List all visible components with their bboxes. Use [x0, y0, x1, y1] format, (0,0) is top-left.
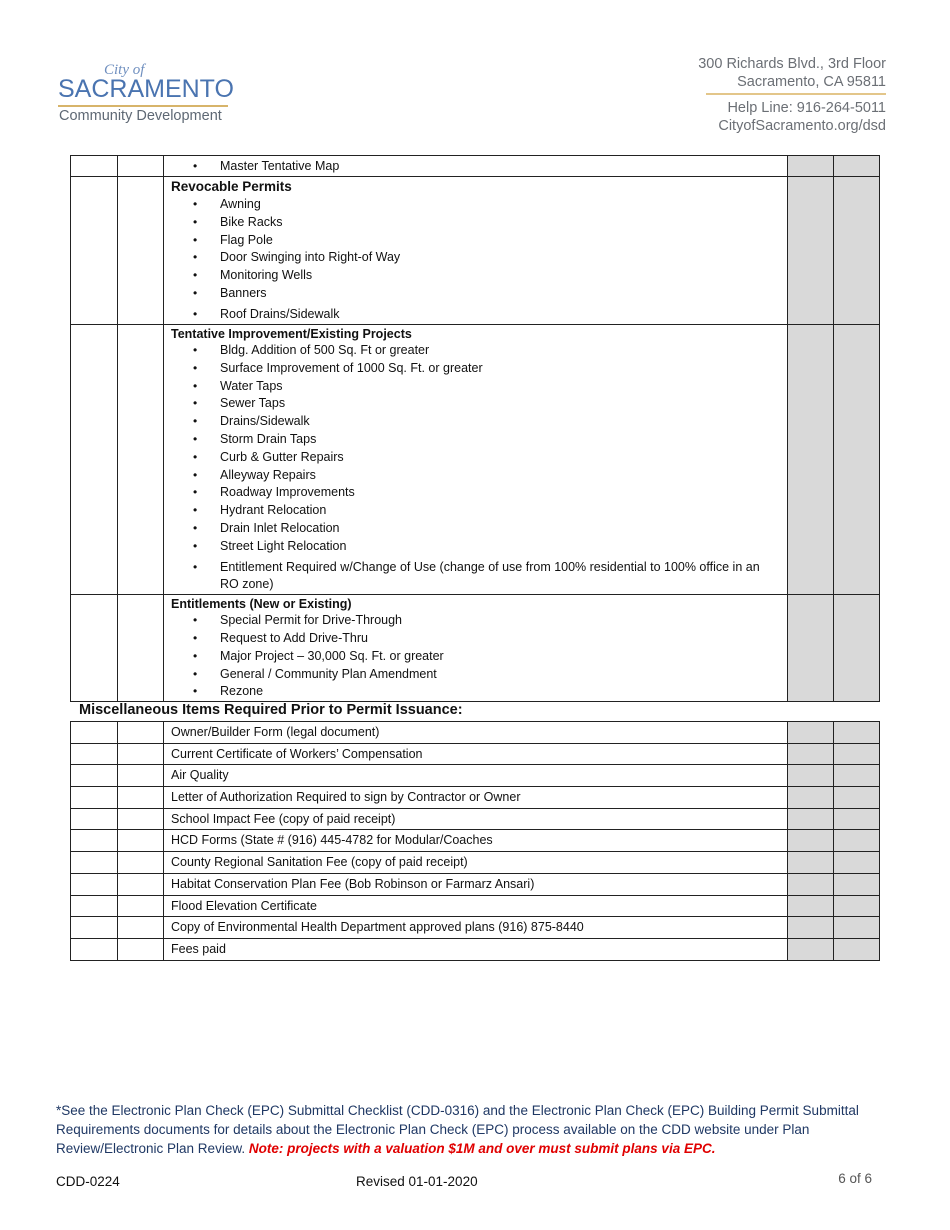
section-title: Tentative Improvement/Existing Projects	[171, 327, 412, 341]
check-cell[interactable]	[118, 765, 164, 787]
office-use-cell	[834, 177, 880, 325]
table-row	[71, 177, 880, 325]
office-use-cell	[788, 765, 834, 787]
form-code: CDD-0224	[56, 1174, 120, 1189]
misc-item: Current Certificate of Workers’ Compensation	[164, 743, 788, 765]
check-cell[interactable]	[118, 722, 164, 744]
table-row	[71, 722, 880, 744]
check-cell[interactable]	[118, 917, 164, 939]
check-cell[interactable]	[118, 743, 164, 765]
list-item: • Sewer Taps	[171, 395, 780, 413]
list-item: • Alleyway Repairs	[171, 467, 780, 485]
office-use-cell	[788, 743, 834, 765]
list-item: • Master Tentative Map	[171, 158, 780, 176]
item-cell	[164, 595, 788, 702]
address-divider	[706, 93, 886, 95]
list-item: • Door Swinging into Right-of Way	[171, 249, 780, 267]
office-use-cell	[788, 177, 834, 325]
misc-item: Copy of Environmental Health Department approved plans (916) 875-8440	[164, 917, 788, 939]
office-use-cell	[834, 722, 880, 744]
check-cell[interactable]	[118, 156, 164, 177]
logo-city-text: City of	[104, 62, 145, 78]
list-item: • Special Permit for Drive-Through	[171, 612, 780, 630]
logo-name-text: SACRAMENTO	[58, 75, 234, 103]
table-row	[71, 938, 880, 960]
revision-date: Revised 01-01-2020	[356, 1174, 478, 1189]
contact-info	[718, 99, 886, 135]
misc-item: County Regional Sanitation Fee (copy of paid receipt)	[164, 852, 788, 874]
check-cell[interactable]	[71, 917, 118, 939]
list-item: • Banners	[171, 285, 780, 303]
list-item: • Street Light Relocation	[171, 538, 780, 556]
list-item: • Hydrant Relocation	[171, 502, 780, 520]
list-item: • Surface Improvement of 1000 Sq. Ft. or greater	[171, 360, 780, 378]
office-use-cell	[788, 156, 834, 177]
table-row	[71, 787, 880, 809]
check-cell[interactable]	[71, 852, 118, 874]
check-cell[interactable]	[71, 765, 118, 787]
check-cell[interactable]	[118, 787, 164, 809]
logo-subtitle: Community Development	[59, 108, 222, 124]
list-item: • Flag Pole	[171, 232, 780, 250]
footnote-text: *See the Electronic Plan Check (EPC) Submittal Checklist (CDD-0316) and the Electronic Plan Check (EPC) Building Permit Submittal Requirements documents for details about the Electronic Plan Check (EPC) process available on the CDD website under Plan Review/Electronic Plan Review.	[56, 1103, 859, 1156]
list-item: • Roadway Improvements	[171, 484, 780, 502]
permit-checklist-table	[70, 155, 880, 702]
table-row	[71, 873, 880, 895]
office-use-cell	[788, 830, 834, 852]
table-row	[71, 830, 880, 852]
check-cell[interactable]	[71, 325, 118, 595]
section-title: Entitlements (New or Existing)	[171, 597, 352, 612]
epc-footnote	[56, 1101, 886, 1158]
misc-item: Fees paid	[164, 938, 788, 960]
office-use-cell	[834, 325, 880, 595]
office-use-cell	[834, 830, 880, 852]
office-use-cell	[834, 808, 880, 830]
check-cell[interactable]	[118, 808, 164, 830]
list-item: • Request to Add Drive-Thru	[171, 630, 780, 648]
check-cell[interactable]	[71, 743, 118, 765]
item-cell	[164, 177, 788, 325]
table-row	[71, 852, 880, 874]
office-use-cell	[834, 787, 880, 809]
check-cell[interactable]	[71, 895, 118, 917]
office-use-cell	[834, 938, 880, 960]
misc-item: Air Quality	[164, 765, 788, 787]
office-use-cell	[834, 595, 880, 702]
office-use-cell	[788, 895, 834, 917]
office-use-cell	[834, 917, 880, 939]
address-line-2: Sacramento, CA 95811	[737, 74, 886, 90]
logo-divider	[58, 105, 228, 107]
help-line: Help Line: 916-264-5011	[727, 100, 886, 116]
office-use-cell	[788, 917, 834, 939]
check-cell[interactable]	[118, 325, 164, 595]
section-title: Revocable Permits	[171, 179, 292, 194]
office-use-cell	[788, 938, 834, 960]
table-row	[71, 808, 880, 830]
check-cell[interactable]	[118, 177, 164, 325]
office-use-cell	[834, 873, 880, 895]
misc-section-title: Miscellaneous Items Required Prior to Permit Issuance:	[79, 702, 463, 718]
check-cell[interactable]	[71, 938, 118, 960]
misc-item: Flood Elevation Certificate	[164, 895, 788, 917]
office-use-cell	[788, 595, 834, 702]
misc-items-table	[70, 721, 880, 961]
page-number: 6 of 6	[838, 1171, 872, 1186]
check-cell[interactable]	[71, 830, 118, 852]
check-cell[interactable]	[118, 595, 164, 702]
misc-item: Letter of Authorization Required to sign by Contractor or Owner	[164, 787, 788, 809]
list-item: • Water Taps	[171, 378, 780, 396]
table-row	[71, 595, 880, 702]
table-row	[71, 325, 880, 595]
check-cell[interactable]	[71, 156, 118, 177]
address-line-1: 300 Richards Blvd., 3rd Floor	[698, 56, 886, 72]
misc-item: HCD Forms (State # (916) 445-4782 for Modular/Coaches	[164, 830, 788, 852]
office-use-cell	[834, 765, 880, 787]
list-item: • Major Project – 30,000 Sq. Ft. or greater	[171, 648, 780, 666]
check-cell[interactable]	[71, 177, 118, 325]
table-row	[71, 743, 880, 765]
check-cell[interactable]	[71, 808, 118, 830]
office-use-cell	[788, 852, 834, 874]
misc-item: Habitat Conservation Plan Fee (Bob Robinson or Farmarz Ansari)	[164, 873, 788, 895]
check-cell[interactable]	[71, 787, 118, 809]
table-row	[71, 917, 880, 939]
office-use-cell	[788, 722, 834, 744]
list-item: • Entitlement Required w/Change of Use (change of use from 100% residential to 100% office in an RO zone)	[171, 559, 780, 595]
misc-item: Owner/Builder Form (legal document)	[164, 722, 788, 744]
item-cell	[164, 325, 788, 595]
list-item: • General / Community Plan Amendment	[171, 666, 780, 684]
office-address	[698, 55, 886, 91]
list-item: • Bike Racks	[171, 214, 780, 232]
check-cell[interactable]	[118, 895, 164, 917]
office-use-cell	[788, 325, 834, 595]
list-item: • Monitoring Wells	[171, 267, 780, 285]
table-row	[71, 765, 880, 787]
check-cell[interactable]	[118, 830, 164, 852]
office-use-cell	[834, 156, 880, 177]
office-use-cell	[834, 895, 880, 917]
check-cell[interactable]	[118, 938, 164, 960]
office-use-cell	[788, 787, 834, 809]
website: CityofSacramento.org/dsd	[718, 118, 886, 134]
misc-item: School Impact Fee (copy of paid receipt)	[164, 808, 788, 830]
footnote-note: Note: projects with a valuation $1M and over must submit plans via EPC.	[248, 1141, 716, 1156]
list-item: • Rezone	[171, 683, 780, 701]
list-item: • Awning	[171, 196, 780, 214]
item-cell	[164, 156, 788, 177]
office-use-cell	[788, 808, 834, 830]
check-cell[interactable]	[71, 873, 118, 895]
office-use-cell	[788, 873, 834, 895]
check-cell[interactable]	[118, 852, 164, 874]
table-row	[71, 156, 880, 177]
list-item: • Drain Inlet Relocation	[171, 520, 780, 538]
check-cell[interactable]	[118, 873, 164, 895]
office-use-cell	[834, 852, 880, 874]
check-cell[interactable]	[71, 595, 118, 702]
list-item: • Storm Drain Taps	[171, 431, 780, 449]
list-item: • Roof Drains/Sidewalk	[171, 306, 780, 324]
office-use-cell	[834, 743, 880, 765]
check-cell[interactable]	[71, 722, 118, 744]
list-item: • Curb & Gutter Repairs	[171, 449, 780, 467]
list-item: • Bldg. Addition of 500 Sq. Ft or greater	[171, 342, 780, 360]
table-row	[71, 895, 880, 917]
list-item: • Drains/Sidewalk	[171, 413, 780, 431]
